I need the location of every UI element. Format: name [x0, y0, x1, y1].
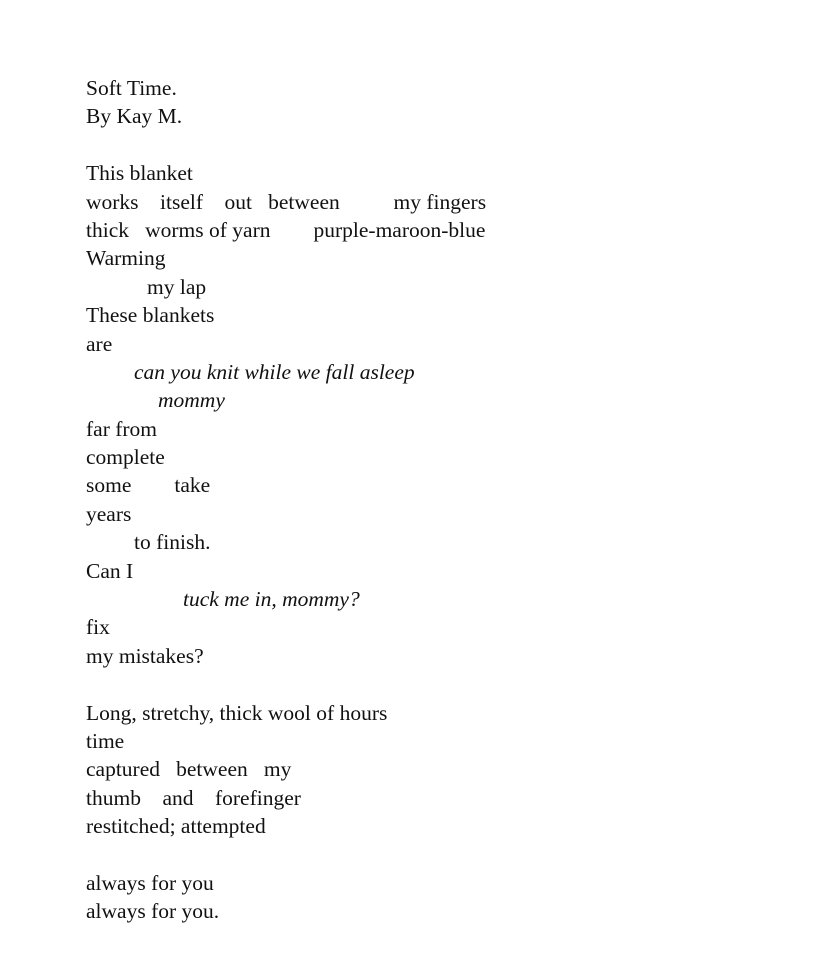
poem-line: This blanket: [86, 161, 193, 186]
poem-line: thick worms of yarn purple-maroon-blue: [86, 217, 486, 242]
poem-line: to finish.: [134, 530, 211, 555]
stanza-2: [86, 699, 786, 841]
stanza-1: [86, 159, 786, 670]
poem-line: Can I: [86, 558, 134, 583]
poem-line: These blankets: [86, 303, 215, 328]
poem-line: my lap: [147, 274, 207, 299]
poem-line: works itself out between my fingers: [86, 189, 487, 214]
poem-line: some take: [86, 473, 211, 498]
poem-line: thumb and forefinger: [86, 785, 301, 810]
poem-line-italic: tuck me in, mommy?: [183, 587, 360, 612]
stanza-3: [86, 869, 786, 926]
poem-line: far from: [86, 416, 158, 441]
poem-line: Warming: [86, 246, 166, 271]
poem-line: captured between my: [86, 757, 292, 782]
stanza-break: [86, 841, 786, 869]
poem-line: Long, stretchy, thick wool of hours: [86, 700, 388, 725]
poem-line: fix: [86, 615, 110, 640]
poem-line-italic: mommy: [158, 388, 225, 413]
poem-line: years: [86, 501, 132, 526]
poem-line-italic: can you knit while we fall asleep: [134, 359, 415, 384]
poem-line: always for you.: [86, 899, 220, 924]
poem-line: restitched; attempted: [86, 814, 266, 839]
poem-line: time: [86, 728, 125, 753]
poem-line: are: [86, 331, 113, 356]
stanza-break: [86, 670, 786, 698]
poem-author: By Kay M.: [86, 104, 183, 129]
poem: [86, 74, 786, 926]
poem-title: Soft Time.: [86, 76, 177, 100]
poem-line: always for you: [86, 870, 214, 895]
poem-line: complete: [86, 445, 165, 470]
poem-line: my mistakes?: [86, 643, 204, 668]
stanza-break: [86, 131, 786, 159]
